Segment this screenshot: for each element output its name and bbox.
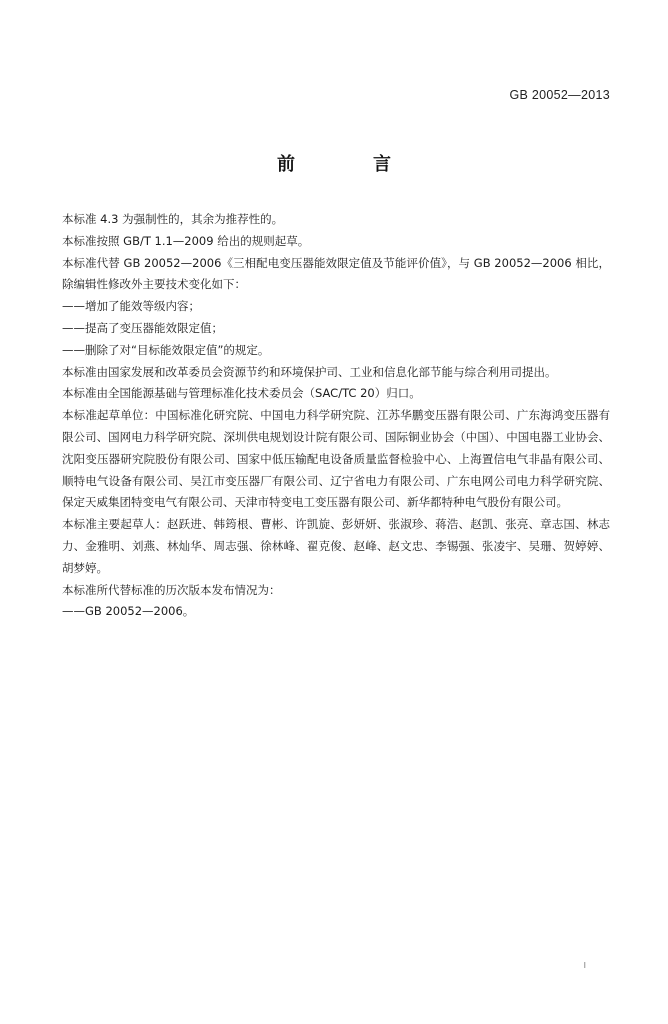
list-item-change-1: ——增加了能效等级内容； <box>62 299 200 314</box>
paragraph-mandatory-clause: 本标准 4.3 为强制性的，其余为推荐性的。 <box>62 212 284 226</box>
page-marker: I <box>583 961 586 970</box>
page-title: 前 言 <box>277 154 421 175</box>
paragraph-proposed-by: 本标准由国家发展和改革委员会资源节约和环境保护司、工业和信息化部节能与综合利用司提出。 <box>62 364 557 379</box>
paragraph-drafting-units: 本标准起草单位：中国标准化研究院、中国电力科学研究院、江苏华鹏变压器有限公司、广东海鸿变压器有限公司、国网电力科学研究院、深圳供电规划设计院有限公司、国际铜业协会（中国）、中国电器工业协会、沈阳变压器研究院股份有限公司、国家中低压输配电设备质量监督检验中心、上海置信电气非晶有限公司、顺特电气设备有限公司、吴江市变压器厂有限公司、辽宁省电力有限公司、广东电网公司电力科学研究院、保定天威集团特变电气有限公司、天津市特变电工变压器有限公司、新华都特种电气股份有限公司。 <box>62 408 610 510</box>
paragraph-previous-editions: 本标准所代替标准的历次版本发布情况为： <box>62 582 281 597</box>
paragraph-drafters: 本标准主要起草人：赵跃进、韩筠根、曹彬、许凯旋、彭妍妍、张淑珍、蒋浩、赵凯、张亮、章志国、林志力、金雅明、刘燕、林灿华、周志强、徐林峰、翟克俊、赵峰、赵文忠、李锡强、张凌宇、吴珊、贺婷婷、胡梦婷。 <box>62 517 610 575</box>
list-item-previous-edition: ——GB 20052—2006。 <box>62 604 195 619</box>
standard-code: GB 20052—2013 <box>509 88 610 102</box>
list-item-change-3: ——删除了对“目标能效限定值”的规定。 <box>62 342 270 357</box>
foreword-body <box>62 209 610 623</box>
paragraph-governed-by: 本标准由全国能源基础与管理标准化技术委员会（SAC/TC 20）归口。 <box>62 386 421 401</box>
paragraph-replaces-standard: 本标准代替 GB 20052—2006《三相配电变压器能效限定值及节能评价值》，与 GB 20052—2006 相比，除编辑性修改外主要技术变化如下： <box>62 255 610 292</box>
paragraph-drafting-rules: 本标准按照 GB/T 1.1—2009 给出的规则起草。 <box>62 233 310 248</box>
list-item-change-2: ——提高了变压器能效限定值； <box>62 320 223 335</box>
